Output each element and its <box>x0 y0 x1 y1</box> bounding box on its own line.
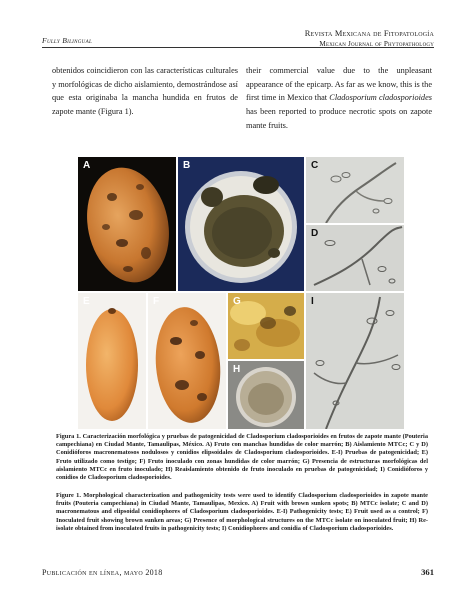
panel-i <box>306 293 404 429</box>
panel-label-e: E <box>83 296 90 307</box>
conidiophore-micrograph-c <box>306 157 404 223</box>
panel-label-c: C <box>311 160 319 171</box>
panel-e <box>78 293 146 429</box>
control-fruit-image <box>78 293 146 429</box>
panel-label-h: H <box>233 364 241 375</box>
panel-f <box>148 293 226 429</box>
journal-title-en: Mexican Journal of Phytopathology <box>319 40 434 48</box>
panel-b <box>178 157 304 291</box>
body-column-left <box>52 64 238 119</box>
panel-label-d: D <box>311 228 319 239</box>
paragraph-en: their commercial value due to the unpleasant appearance of the epicarp. As far as we know, this is the first time in Mexico that Cladosporium cladosporioides has been reported to produce necrotic spots on zapote mante fruits. <box>246 66 432 130</box>
fruit-spots-image <box>78 157 176 291</box>
panel-label-b: B <box>183 160 191 171</box>
inoculated-fruit-image <box>148 293 226 429</box>
panel-g <box>228 293 304 359</box>
figure-1 <box>78 157 404 429</box>
figure-caption-es: Figura 1. Caracterización morfológica y pruebas de patogenicidad de Cladosporium cladosporioides en frutos de zapote mante (Pouteria campechiana) en Ciudad Mante, Tamaulipas, México. A) Fruto con manchas hundidas de color marrón; B) Aislamiento MTCc; C y D) Conidióforos macronematosos nodulosos y conidios elipsoidales de Cladosporium cladosporioides. E-I) Pruebas de patogenicidad; E) Fruto utilizado como testigo; F) Fruto inoculado con zonas hundidas de color marrón; G) Presencia de estructuras morfológicas del aislamiento MTCc en fruto inoculado; H) Reaislamiento obtenido de fruto inoculado en pruebas de patogenicidad; I) Conidióforos y conidios de Cladosporium cladosporioides. <box>56 433 428 482</box>
panel-label-g: G <box>233 296 241 307</box>
header-rule <box>42 47 434 48</box>
panel-label-f: F <box>153 296 160 307</box>
paragraph-es: obtenidos coincidieron con las características culturales y morfológicas de dicho aislamiento, demostrándose así que esta originaba la mancha hundida en frutos de zapote mante (Figura 1). <box>52 66 238 117</box>
page-number: 361 <box>421 567 434 577</box>
panel-c <box>306 157 404 223</box>
panel-a <box>78 157 176 291</box>
petri-dish-image <box>178 157 304 291</box>
footer-publication-date: Publicación en línea, mayo 2018 <box>42 568 163 577</box>
panel-h <box>228 361 304 429</box>
conidiophore-micrograph-d <box>306 225 404 291</box>
panel-d <box>306 225 404 291</box>
body-column-right <box>246 64 432 133</box>
panel-label-a: A <box>83 160 91 171</box>
conidiophore-micrograph-i <box>306 293 404 429</box>
figure-caption-en: Figure 1. Morphological characterization and pathogenicity tests were used to identify Cladosporium cladosporioides in zapote mante fruits (Pouteria campechiana) in Ciudad Mante, Tamaulipas, Mexico. A) Fruit with brown sunken spots; B) MTCc isolate; C and D) macronematous and elipsoidal conidiophores of Cladosporium cladosporioides. E-I) Pathogenicity tests; E) Fruit used as a control; F) Inoculated fruit showing brown sunken areas; G) Presence of morphological structures on the MTCc isolate on inoculated fruit; H) Re-isolate obtained from inoculated fruits in pathogenicity tests; I) Conidiophores and conidia of Cladosporium cladosporioides. <box>56 492 428 532</box>
running-header-left: Fully Bilingual <box>42 36 93 45</box>
journal-title-es: Revista Mexicana de Fitopatología <box>304 29 434 38</box>
panel-label-i: I <box>311 296 314 307</box>
